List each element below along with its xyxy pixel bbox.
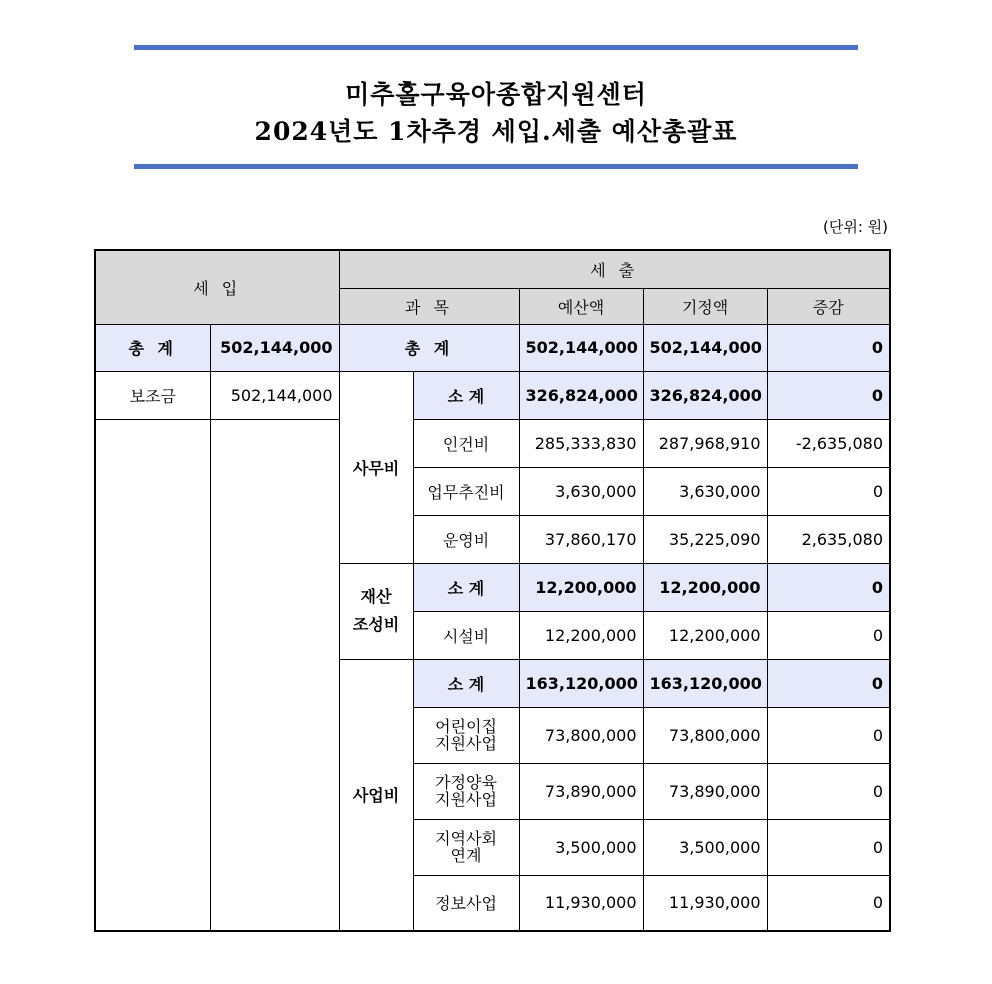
item-name: 업무추진비: [413, 467, 519, 515]
item-budget: 285,333,830: [519, 419, 643, 467]
subtotal-existing: 12,200,000: [643, 563, 767, 611]
group-name-property: [339, 563, 413, 659]
header-income: 세 입: [95, 250, 339, 324]
item-name-line2: 지원사업: [435, 790, 497, 809]
subtotal-existing: 326,824,000: [643, 371, 767, 419]
document-title-line2: 2024년도 1차추경 세입.세출 예산총괄표: [254, 117, 738, 146]
item-existing: 287,968,910: [643, 419, 767, 467]
table-row: [95, 371, 890, 419]
header-expense: 세 출: [339, 250, 890, 288]
subtotal-label: 소 계: [413, 371, 519, 419]
item-existing: 73,890,000: [643, 763, 767, 819]
item-existing: 12,200,000: [643, 611, 767, 659]
income-total-label: 총 계: [95, 324, 210, 371]
budget-summary-table: [94, 249, 891, 932]
group-name-line2: 조성비: [352, 615, 400, 634]
item-budget: 11,930,000: [519, 875, 643, 931]
group-name-program: 사업비: [339, 659, 413, 931]
item-change: -2,635,080: [767, 419, 890, 467]
unit-label: (단위: 원): [823, 218, 888, 236]
item-budget: 12,200,000: [519, 611, 643, 659]
header-change: 증감: [767, 288, 890, 324]
item-existing: 35,225,090: [643, 515, 767, 563]
item-name-line1: 어린이집: [435, 717, 497, 736]
subtotal-change: 0: [767, 563, 890, 611]
item-change: 0: [767, 875, 890, 931]
item-change: 0: [767, 819, 890, 875]
expense-total-existing: 502,144,000: [643, 324, 767, 371]
table-row: [95, 419, 890, 467]
income-empty-label: [95, 419, 210, 931]
item-change: 0: [767, 467, 890, 515]
item-change: 0: [767, 707, 890, 763]
group-name-line1: 재산: [360, 587, 392, 606]
subtotal-budget: 326,824,000: [519, 371, 643, 419]
item-existing: 3,500,000: [643, 819, 767, 875]
item-budget: 3,630,000: [519, 467, 643, 515]
item-budget: 73,890,000: [519, 763, 643, 819]
title-rule-bottom: [134, 164, 858, 169]
item-budget: 37,860,170: [519, 515, 643, 563]
subtotal-existing: 163,120,000: [643, 659, 767, 707]
item-name-line1: 지역사회: [435, 829, 497, 848]
item-name: [413, 819, 519, 875]
subtotal-change: 0: [767, 659, 890, 707]
item-name: 인건비: [413, 419, 519, 467]
item-name-line1: 가정양육: [435, 773, 497, 792]
item-name: 운영비: [413, 515, 519, 563]
subtotal-budget: 12,200,000: [519, 563, 643, 611]
income-total-amount: 502,144,000: [210, 324, 339, 371]
item-name: 시설비: [413, 611, 519, 659]
item-name: [413, 707, 519, 763]
item-existing: 3,630,000: [643, 467, 767, 515]
income-item-label: 보조금: [95, 371, 210, 419]
header-existing: 기정액: [643, 288, 767, 324]
document-title-line1: 미추홀구육아종합지원센터: [345, 80, 647, 109]
expense-total-budget: 502,144,000: [519, 324, 643, 371]
item-change: 2,635,080: [767, 515, 890, 563]
expense-total-change: 0: [767, 324, 890, 371]
header-budget: 예산액: [519, 288, 643, 324]
subtotal-budget: 163,120,000: [519, 659, 643, 707]
subtotal-label: 소 계: [413, 659, 519, 707]
item-name-line2: 지원사업: [435, 734, 497, 753]
item-name: [413, 763, 519, 819]
item-change: 0: [767, 763, 890, 819]
group-name-office: 사무비: [339, 371, 413, 563]
expense-total-label: 총 계: [339, 324, 519, 371]
item-budget: 3,500,000: [519, 819, 643, 875]
item-name: 정보사업: [413, 875, 519, 931]
header-item: 과 목: [339, 288, 519, 324]
income-item-amount: 502,144,000: [210, 371, 339, 419]
item-budget: 73,800,000: [519, 707, 643, 763]
item-change: 0: [767, 611, 890, 659]
totals-row: [95, 324, 890, 371]
title-rule-top: [134, 45, 858, 50]
income-empty-amount: [210, 419, 339, 931]
item-existing: 73,800,000: [643, 707, 767, 763]
item-existing: 11,930,000: [643, 875, 767, 931]
subtotal-change: 0: [767, 371, 890, 419]
item-name-line2: 연계: [450, 846, 482, 865]
subtotal-label: 소 계: [413, 563, 519, 611]
